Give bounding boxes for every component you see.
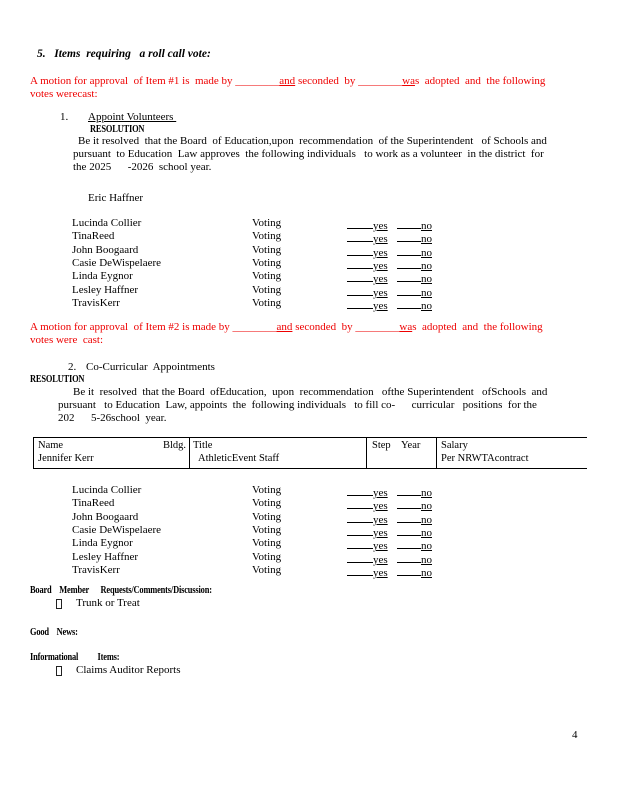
yes-blank-line bbox=[347, 258, 373, 269]
no-blank-line bbox=[397, 552, 421, 563]
yes-vote-field bbox=[347, 298, 388, 312]
board-member-heading: Board Member Requests/Comments/Discussion: bbox=[30, 585, 212, 596]
yes-blank-line bbox=[347, 485, 373, 496]
no-blank-line bbox=[397, 258, 421, 269]
table-column-divider bbox=[436, 438, 437, 468]
item1-body-line: Be it resolved that the Board of Education,upon recommendation of the Superintendent of Schools and bbox=[78, 135, 547, 147]
yes-blank-line bbox=[347, 245, 373, 256]
voter-name: Linda Eygnor bbox=[72, 537, 133, 550]
yes-vote-field bbox=[347, 485, 388, 499]
voting-row bbox=[0, 485, 618, 498]
voter-name: John Boogaard bbox=[72, 510, 139, 523]
good-news-heading: Good News: bbox=[30, 627, 78, 638]
yes-blank-line bbox=[347, 512, 373, 523]
voting-label: Voting bbox=[252, 497, 282, 510]
informational-items-heading: Informational Items: bbox=[30, 652, 120, 663]
no-label: no bbox=[421, 260, 432, 273]
motion1-line1 bbox=[30, 76, 545, 87]
no-blank-line bbox=[397, 285, 421, 296]
no-vote-field bbox=[397, 552, 432, 566]
voting-label: Voting bbox=[252, 484, 282, 496]
yes-label: yes bbox=[373, 286, 388, 299]
voting-label: Voting bbox=[252, 270, 282, 283]
no-vote-field bbox=[397, 485, 432, 499]
item2-body-line: Be it resolved that the Board ofEducation, upon recommendation ofthe Superintendent ofSchools and bbox=[73, 386, 548, 398]
no-blank-line bbox=[397, 565, 421, 576]
no-blank-line bbox=[397, 218, 421, 229]
no-label: no bbox=[421, 553, 432, 566]
yes-blank-line bbox=[347, 552, 373, 563]
item1-title: Appoint Volunteers bbox=[88, 111, 177, 123]
page-number: 4 bbox=[572, 729, 578, 741]
text-segment: s adopted and the following bbox=[412, 321, 543, 333]
table-cell-salary: Per NRWTAcontract bbox=[441, 453, 529, 464]
voting-row bbox=[0, 552, 618, 565]
yes-label: yes bbox=[373, 273, 388, 286]
voter-name: TinaReed bbox=[72, 230, 115, 243]
item2-number: 2. bbox=[68, 361, 77, 373]
item1-body-line: the 2025 -2026 school year. bbox=[73, 161, 212, 173]
voting-label: Voting bbox=[252, 283, 282, 296]
item1-body-line: pursuant to Education Law approves the following individuals to work as a volunteer in the district for bbox=[73, 148, 544, 160]
item2-body-line: 202 5-26school year. bbox=[58, 412, 167, 424]
no-label: no bbox=[421, 233, 432, 246]
item1-number: 1. bbox=[60, 111, 69, 123]
voter-name: TravisKerr bbox=[72, 564, 120, 577]
yes-blank-line bbox=[347, 298, 373, 309]
no-label: no bbox=[421, 540, 432, 553]
yes-vote-field bbox=[347, 538, 388, 552]
yes-label: yes bbox=[373, 500, 388, 513]
voting-label: Voting bbox=[252, 243, 282, 256]
yes-label: yes bbox=[373, 246, 388, 259]
voting-row bbox=[0, 258, 618, 271]
yes-vote-field bbox=[347, 271, 388, 285]
voting-row bbox=[0, 285, 618, 298]
no-vote-field bbox=[397, 245, 432, 259]
text-segment: ________ bbox=[358, 75, 403, 87]
motion2-line2: votes were cast: bbox=[30, 334, 103, 346]
underlined-text: wa bbox=[402, 75, 415, 87]
no-blank-line bbox=[397, 485, 421, 496]
yes-vote-field bbox=[347, 285, 388, 299]
no-vote-field bbox=[397, 271, 432, 285]
text-segment: s adopted and the following bbox=[414, 75, 546, 87]
voter-name: Linda Eygnor bbox=[72, 270, 133, 283]
voting-label: Voting bbox=[252, 257, 282, 270]
voter-name: Casie DeWispelaere bbox=[72, 524, 162, 537]
no-vote-field bbox=[397, 525, 432, 539]
yes-label: yes bbox=[373, 513, 388, 526]
voting-label: Voting bbox=[252, 564, 282, 577]
no-blank-line bbox=[397, 525, 421, 536]
table-header-name: Name bbox=[38, 440, 64, 451]
no-blank-line bbox=[397, 512, 421, 523]
yes-label: yes bbox=[373, 233, 388, 246]
no-label: no bbox=[421, 513, 432, 526]
table-column-divider bbox=[189, 438, 190, 468]
underlined-text: wa bbox=[399, 321, 413, 333]
no-blank-line bbox=[397, 538, 421, 549]
underlined-text: and bbox=[279, 75, 296, 87]
item2-body-line: pursuant to Education Law, appoints the following individuals to fill co- curricular positions for the bbox=[58, 399, 537, 411]
yes-vote-field bbox=[347, 258, 388, 272]
empty-checkbox-icon bbox=[56, 599, 62, 609]
text-segment: ________ bbox=[232, 321, 277, 333]
no-vote-field bbox=[397, 231, 432, 245]
no-vote-field bbox=[397, 498, 432, 512]
yes-blank-line bbox=[347, 498, 373, 509]
motion1-line2: votes werecast: bbox=[30, 88, 98, 100]
yes-vote-field bbox=[347, 218, 388, 232]
no-label: no bbox=[421, 286, 432, 299]
yes-blank-line bbox=[347, 565, 373, 576]
no-vote-field bbox=[397, 538, 432, 552]
volunteer-name: Eric Haffner bbox=[88, 192, 144, 204]
yes-vote-field bbox=[347, 552, 388, 566]
table-cell-title: AthleticEvent Staff bbox=[198, 453, 280, 464]
voting-row bbox=[0, 298, 618, 311]
voting-row bbox=[0, 525, 618, 538]
informational-item: Claims Auditor Reports bbox=[76, 664, 181, 676]
voting-row bbox=[0, 245, 618, 258]
voting-row bbox=[0, 512, 618, 525]
voting-label: Voting bbox=[252, 537, 282, 550]
yes-label: yes bbox=[373, 300, 388, 313]
voting-label: Voting bbox=[252, 230, 282, 243]
yes-blank-line bbox=[347, 525, 373, 536]
yes-blank-line bbox=[347, 285, 373, 296]
no-blank-line bbox=[397, 498, 421, 509]
yes-vote-field bbox=[347, 498, 388, 512]
no-blank-line bbox=[397, 245, 421, 256]
appointments-table bbox=[33, 437, 587, 469]
no-vote-field bbox=[397, 218, 432, 232]
no-vote-field bbox=[397, 512, 432, 526]
table-column-divider bbox=[366, 438, 367, 468]
no-label: no bbox=[421, 246, 432, 259]
yes-vote-field bbox=[347, 512, 388, 526]
voting-row bbox=[0, 538, 618, 551]
voting-label: Voting bbox=[252, 524, 282, 537]
voting-label: Voting bbox=[252, 217, 282, 229]
no-blank-line bbox=[397, 231, 421, 242]
table-cell-name: Jennifer Kerr bbox=[38, 453, 94, 464]
voting-row bbox=[0, 218, 618, 231]
yes-blank-line bbox=[347, 538, 373, 549]
voting-row bbox=[0, 498, 618, 511]
table-header-bldg: Bldg. bbox=[162, 440, 186, 451]
no-label: no bbox=[421, 527, 432, 540]
no-label: no bbox=[421, 567, 432, 580]
no-vote-field bbox=[397, 298, 432, 312]
yes-vote-field bbox=[347, 525, 388, 539]
no-vote-field bbox=[397, 258, 432, 272]
item1-resolution-label: RESOLUTION bbox=[90, 124, 145, 135]
yes-label: yes bbox=[373, 487, 388, 499]
empty-checkbox-icon bbox=[56, 666, 62, 676]
board-member-item: Trunk or Treat bbox=[76, 597, 140, 609]
voting-row bbox=[0, 271, 618, 284]
no-blank-line bbox=[397, 298, 421, 309]
table-header-year: Year bbox=[401, 440, 421, 451]
text-segment: A motion for approval of Item #2 is made by bbox=[30, 321, 233, 333]
voting-row bbox=[0, 565, 618, 578]
item2-resolution-label: RESOLUTION bbox=[30, 374, 85, 385]
yes-label: yes bbox=[373, 567, 388, 580]
no-label: no bbox=[421, 300, 432, 313]
voter-name: TravisKerr bbox=[72, 297, 120, 310]
voting-label: Voting bbox=[252, 510, 282, 523]
text-segment: seconded by bbox=[292, 321, 356, 333]
text-segment: A motion for approval of Item #1 is made by bbox=[30, 75, 236, 87]
text-segment: ________ bbox=[355, 321, 400, 333]
yes-label: yes bbox=[373, 220, 388, 232]
no-label: no bbox=[421, 487, 432, 499]
voting-row bbox=[0, 231, 618, 244]
text-segment: ________ bbox=[235, 75, 280, 87]
underlined-text: and bbox=[276, 321, 293, 333]
yes-vote-field bbox=[347, 245, 388, 259]
yes-label: yes bbox=[373, 527, 388, 540]
voter-name: Lesley Haffner bbox=[72, 283, 139, 296]
no-label: no bbox=[421, 500, 432, 513]
voter-name: TinaReed bbox=[72, 497, 115, 510]
item2-title: Co-Curricular Appointments bbox=[86, 361, 215, 373]
table-header-title: Title bbox=[193, 440, 213, 451]
yes-blank-line bbox=[347, 231, 373, 242]
yes-label: yes bbox=[373, 260, 388, 273]
yes-label: yes bbox=[373, 540, 388, 553]
no-label: no bbox=[421, 220, 432, 232]
voter-name: Lesley Haffner bbox=[72, 550, 139, 563]
voter-name: John Boogaard bbox=[72, 243, 139, 256]
yes-vote-field bbox=[347, 231, 388, 245]
voting-label: Voting bbox=[252, 550, 282, 563]
text-segment: seconded by bbox=[295, 75, 359, 87]
voting-label: Voting bbox=[252, 297, 282, 310]
voter-name: Lucinda Collier bbox=[72, 217, 142, 229]
table-header-step: Step bbox=[372, 440, 391, 451]
no-vote-field bbox=[397, 565, 432, 579]
yes-blank-line bbox=[347, 271, 373, 282]
yes-vote-field bbox=[347, 565, 388, 579]
voter-name: Casie DeWispelaere bbox=[72, 257, 162, 270]
yes-label: yes bbox=[373, 553, 388, 566]
no-vote-field bbox=[397, 285, 432, 299]
motion2-line1 bbox=[30, 322, 543, 333]
yes-blank-line bbox=[347, 218, 373, 229]
table-header-salary: Salary bbox=[441, 440, 468, 451]
no-blank-line bbox=[397, 271, 421, 282]
voter-name: Lucinda Collier bbox=[72, 484, 142, 496]
section-heading: 5. Items requiring a roll call vote: bbox=[37, 48, 211, 60]
no-label: no bbox=[421, 273, 432, 286]
